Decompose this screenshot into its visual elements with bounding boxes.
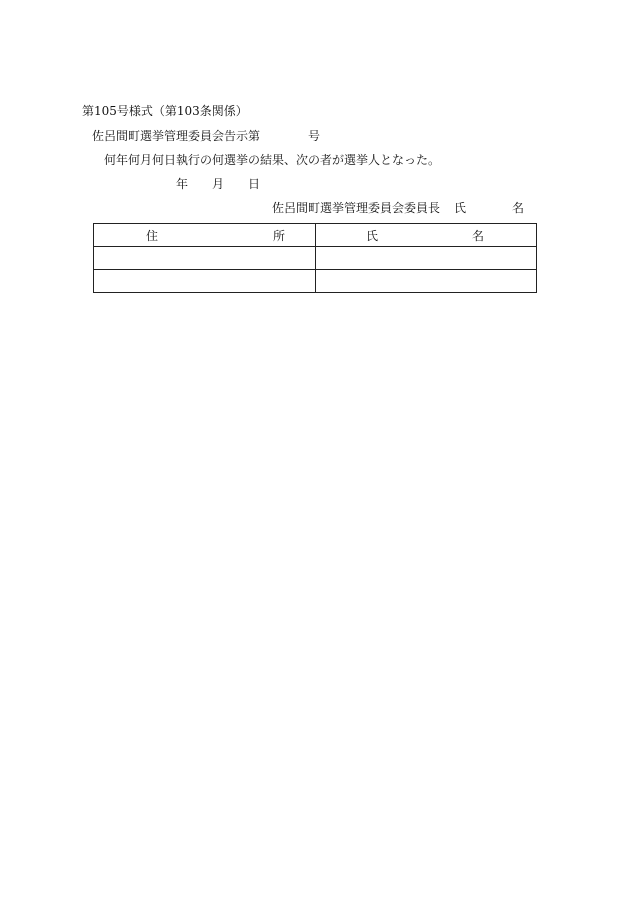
form-title: 第105号様式（第103条関係） [82,104,248,118]
notice-body-text: 何年何月何日執行の何選挙の結果、次の者が選挙人となった。 [104,153,441,167]
date-line [176,177,260,191]
month-label: 月 [212,177,225,191]
day-label: 日 [248,177,261,191]
signature-title: 佐呂間町選挙管理委員会委員長 [271,201,440,215]
signature-name-label-2: 名 [511,201,524,215]
name-header-char-1: 氏 [366,228,379,243]
notice-number-line [92,129,320,143]
name-header [316,224,537,247]
name-cell [316,247,537,270]
address-cell [94,270,316,293]
address-header-char-1: 住 [146,228,159,243]
table-header-row [94,224,537,247]
signature-line [272,201,524,215]
year-label: 年 [176,177,189,191]
name-cell [316,270,537,293]
notice-suffix: 号 [308,129,321,143]
name-header-char-2: 名 [471,228,484,243]
table-row [94,247,537,270]
elector-table [93,223,537,293]
address-header-char-2: 所 [272,228,285,243]
signature-name-label-1: 氏 [453,201,466,215]
notice-prefix: 佐呂間町選挙管理委員会告示第 [92,129,261,143]
address-header [94,224,316,247]
address-cell [94,247,316,270]
table-row [94,270,537,293]
